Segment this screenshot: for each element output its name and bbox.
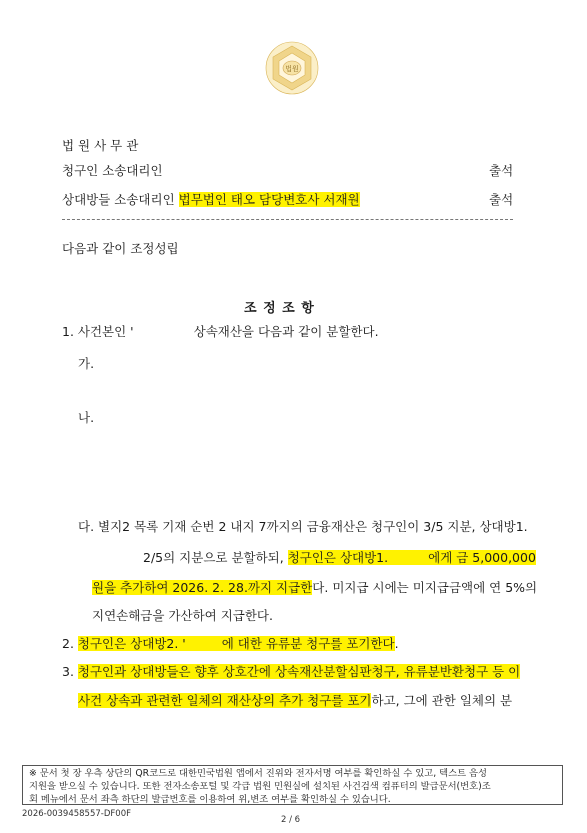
clause-1-na: 나. — [78, 410, 95, 425]
clause-1-da-line3 — [92, 579, 537, 597]
clause-1-da-line4: 지연손해금을 가산하여 지급한다. — [92, 608, 273, 623]
claimant-attorney-label: 청구인 소송대리인 — [62, 163, 163, 178]
clause-1-suffix: 상속재산을 다음과 같이 분할한다. — [193, 324, 379, 339]
verification-notice — [22, 765, 563, 805]
divider — [62, 219, 513, 220]
clause-1-da-line2a: 2/5의 지분으로 분할하되, — [143, 550, 288, 565]
clause-3-line1 — [62, 663, 520, 681]
clause-1-da-line3b: 다. 미지급 시에는 미지급금액에 연 5%의 — [312, 580, 538, 595]
intro-text: 다음과 같이 조정성립 — [62, 241, 179, 256]
claimant-attendance: 출석 — [489, 163, 514, 178]
court-seal-icon — [264, 40, 320, 96]
seal-text: 법원 — [285, 65, 299, 73]
notice-line-2: 지원을 받으실 수 있습니다. 또한 전자소송포털 및 각급 법원 민원실에 설치된 사건검색 컴퓨터의 발급문서(번호)조 — [29, 781, 491, 792]
clause-1-ga: 가. — [78, 356, 95, 371]
clause-3-line2b: 하고, 그에 관한 일체의 분 — [371, 693, 513, 708]
clause-1-da-line2 — [143, 549, 536, 567]
clause-3-num: 3. — [62, 664, 78, 679]
clause-1 — [62, 323, 379, 341]
clause-1-da-line2b: 청구인은 상대방1. 에게 금 5,000,000 — [287, 550, 536, 565]
issue-number: 2026-0039458557-DF00F — [22, 809, 131, 819]
clause-2-num: 2. — [62, 636, 78, 651]
court-clerk-label: 법 원 사 무 관 — [62, 138, 139, 153]
clause-3-line1-text: 청구인과 상대방들은 향후 상호간에 상속재산분할심판청구, 유류분반환청구 등 이 — [77, 664, 521, 679]
clause-1-da-line3a: 원을 추가하여 2026. 2. 28.까지 지급한 — [92, 580, 313, 595]
page-number: 2 / 6 — [281, 815, 301, 825]
clause-3-line2a: 사건 상속과 관련한 일체의 재산상의 추가 청구를 포기 — [78, 693, 372, 708]
respondents-attendance: 출석 — [489, 192, 514, 207]
clause-1-prefix: 1. 사건본인 ' — [62, 324, 134, 339]
respondents-attorney-label: 상대방들 소송대리인 — [62, 192, 175, 207]
clause-2-end: . — [394, 636, 399, 651]
clause-2-highlight: 청구인은 상대방2. ' 에 대한 유류분 청구를 포기한다 — [77, 636, 395, 651]
notice-line-1: ※ 문서 첫 장 우측 상단의 QR코드로 대한민국법원 앱에서 진위와 전자서명 여부를 확인하실 수 있고, 텍스트 음성 — [29, 768, 487, 779]
notice-line-3: 회 메뉴에서 문서 좌측 하단의 발급번호를 이용하여 위,변조 여부를 확인하실 수 있습니다. — [29, 794, 391, 805]
clause-1-da-line1: 다. 별지2 목록 기재 순번 2 내지 7까지의 금융재산은 청구인이 3/5 지분, 상대방1. — [78, 519, 528, 534]
clause-2 — [62, 635, 399, 653]
section-title: 조 정 조 항 — [244, 301, 315, 316]
respondents-attorney-name: 법무법인 태오 담당변호사 서재원 — [178, 192, 360, 207]
respondents-attorney-row — [62, 191, 360, 209]
clause-3-line2 — [78, 692, 512, 710]
